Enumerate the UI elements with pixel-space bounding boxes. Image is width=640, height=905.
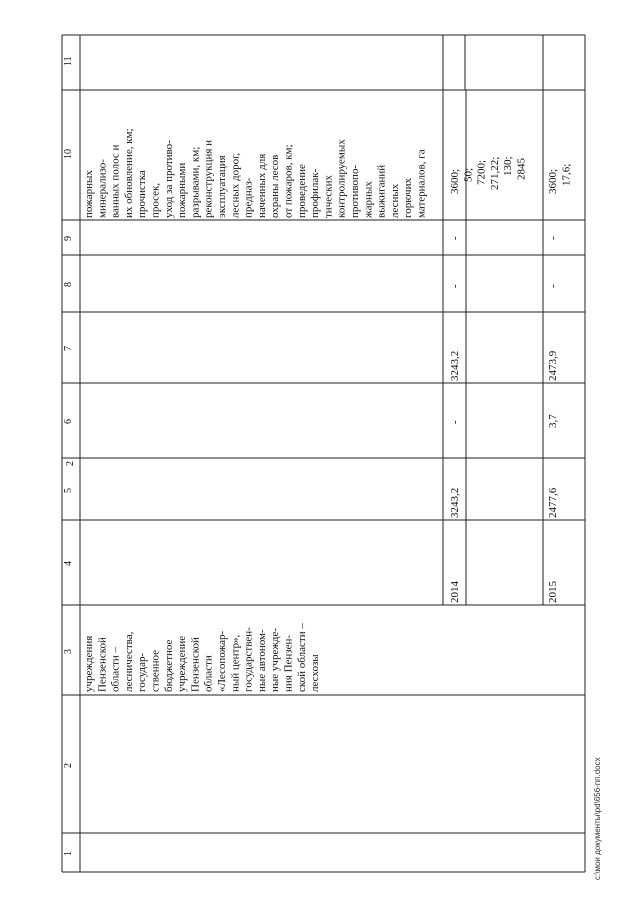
col3-text-line: «Лесопожар- [216,630,228,692]
column-number-header: 10 [63,149,74,159]
col3-text-line: ской области – [295,623,308,692]
page-number: 2 [65,461,76,466]
col3-text-line: государствен- [242,627,255,692]
col10-text-line: выжиганий [375,164,388,218]
col10-text-line: охраны лесов [269,154,282,218]
col10-text-line: предназ- [242,177,255,218]
col10-text-line: тических [322,175,335,218]
col10-value-line: 7200; [475,159,488,185]
col10-text-line: от пожаров, км; [282,144,295,218]
col10-text-line: лесных [388,183,401,218]
column-number-header: 8 [63,282,74,287]
col10-text-line: горючих [402,178,415,218]
col3-text-line: Пензенской [189,637,202,692]
col10-text-line: контролируемых [335,139,348,218]
col10-text-line: материалов, га [415,149,428,218]
col3-text-line: области – [109,646,122,692]
col10-value-line: 2845 [515,158,528,180]
col10-value-line: 3600; [449,168,461,194]
col3-text-line: лесхозы [309,654,322,692]
value-cell-col5: 2477,6 [547,487,559,518]
column-number-header: 3 [63,649,74,654]
col3-text-line: государ- [136,652,149,692]
col10-value-line: 17,6; [560,163,573,186]
value-cell-col8: - [449,284,461,288]
col10-text-line: уход за противо- [162,140,175,218]
value-cell-col7: 2473,9 [547,350,559,381]
col3-text-line: ные автоном- [255,629,268,692]
column-number-header: 6 [63,419,74,424]
col10-text-line: жарных [362,181,375,218]
col10-text-line: пожарных [83,170,95,218]
col3-text-line: учреждения [83,635,95,692]
year-cell: 2015 [547,581,559,603]
col10-value-line: 130; [502,156,515,176]
year-cell: 2014 [449,581,461,603]
col10-text-line: проведение [295,164,308,218]
col10-text-line: пожарными [176,162,189,218]
col10-text-line: разрывами, км; [189,146,202,218]
col3-text-line: Пензенской [96,637,109,692]
value-cell-col5: 3243,2 [449,487,461,518]
col3-text-line: бюджетное [162,639,175,692]
column-number-header: 2 [63,763,74,768]
col10-text-line: реконструкция и [202,139,215,218]
col10-text-line: наченных для [255,153,268,218]
column-number-header: 4 [63,561,74,566]
col3-text-line: ния Пензен- [282,634,295,692]
col10-text-line: эксплуатация [216,155,228,218]
col10-text-line: прочистка [136,170,149,218]
col10-text-line: их обновление, км; [122,128,135,218]
column-number-header: 11 [63,56,74,66]
col3-text-line: лесничества, [122,631,135,692]
col10-value-line: 3600; [547,168,559,194]
col10-text-line: лесных дорог, [229,152,242,218]
col10-text-line: ванных полос и [109,144,122,218]
col10-value-line: 50; [462,167,475,182]
col10-text-line: просек, [149,182,162,218]
col3-text-line: учреждение [176,635,189,692]
col3-text-line: ные учрежде- [269,627,282,692]
column-number-header: 9 [63,236,74,241]
value-cell-col6: 3,7 [547,414,559,428]
value-cell-col9: - [449,236,461,240]
col10-text-line: профилак- [309,168,322,218]
col3-text-line: ственное [149,650,162,692]
value-cell-col7: 3243,2 [449,350,461,381]
col10-value-line: 271,22; [488,156,501,190]
col10-text-line: минерализо- [96,159,109,218]
column-number-header: 7 [63,346,74,351]
value-cell-col6: - [449,420,461,424]
value-cell-col9: - [547,236,559,240]
value-cell-col8: - [547,284,559,288]
column-number-header: 5 [63,488,74,493]
footer-file-path: c:\мои документы\pd\656-пп.docx [593,757,602,880]
col3-text-line: ный центр», [229,634,242,692]
col10-text-line: противопо- [349,164,361,218]
col3-text-line: области [202,655,215,692]
column-number-header: 1 [63,851,74,856]
